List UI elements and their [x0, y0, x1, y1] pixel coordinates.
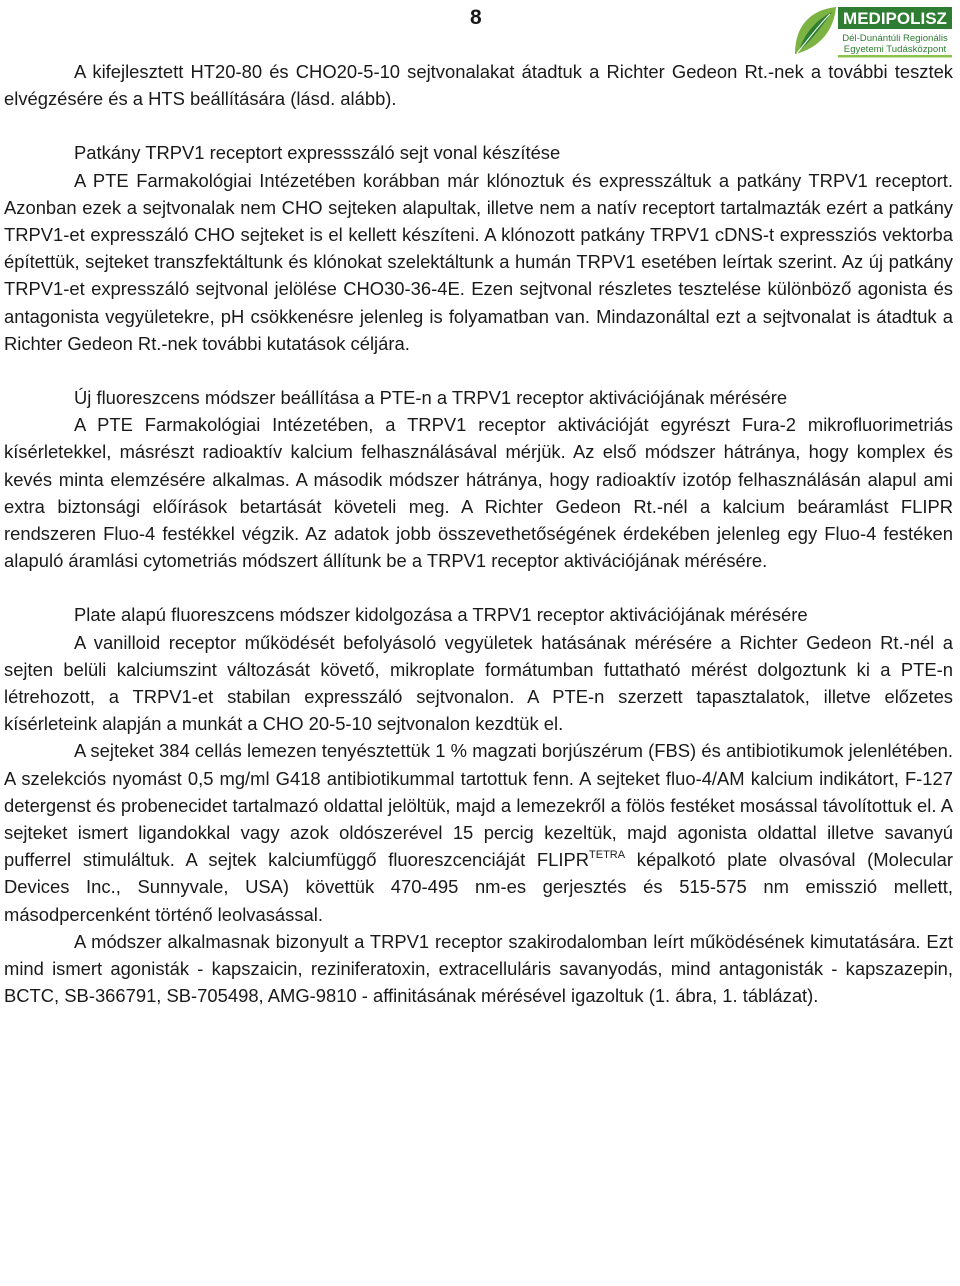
flipr-superscript: TETRA: [589, 849, 626, 862]
section-heading: Plate alapú fluoreszcens módszer kidolgozása a TRPV1 receptor aktivációjának mérésére: [74, 604, 808, 626]
logo-line2: Egyetemi Tudásközpont: [843, 44, 947, 55]
leaf-icon: [795, 7, 836, 54]
paragraph-text: A sejteket 384 cellás lemezen tenyésztettük 1 % magzati borjúszérum (FBS) és antibiotikumok jelenlétében. A szelekciós nyomást 0,5 mg/ml G418 antibiotikummal tartottuk fenn. A sejteket fluo-4/AM kalcium indikátort, F-127 detergenst és probenecidet tartalmazó oldattal jelöltük, majd a lemezekről a fölös festéket mosással távolítottuk el. A sejteket ismert ligandokkal vagy azok oldószerével 15 percig kezeltük, majd agonista oldattal illetve savanyú pufferrel stimuláltuk. A sejtek kalciumfüggő fluoreszcenciáját FLIPR: [4, 740, 953, 871]
document-body: [4, 58, 953, 1010]
paragraph: A kifejlesztett HT20-80 és CHO20-5-10 sejtvonalakat átadtuk a Richter Gedeon Rt.-nek a további tesztek elvégzésére és a HTS beállítására (lásd. alább).: [4, 61, 953, 110]
spacer: [4, 574, 953, 601]
logo-name: MEDIPOLISZ: [843, 9, 947, 28]
section-heading: Patkány TRPV1 receptort expressszáló sejt vonal készítése: [74, 142, 561, 164]
page-number: 8: [470, 6, 482, 29]
logo-line1: Dél-Dunántúli Regionális: [842, 33, 948, 44]
paragraph: A PTE Farmakológiai Intézetében korábban már klónoztuk és expresszáltuk a patkány TRPV1 receptort. Azonban ezek a sejtvonalak nem CHO sejteken alapultak, illetve nem a natív receptort tartalmazták ezért a patkány TRPV1-et expresszáló CHO sejteket is el kellett készíteni. A klónozott patkány TRPV1 cDNS-t expressziós vektorba építettük, sejteket transzfektáltunk és klónokat szelektáltunk a humán TRPV1 esetében leírtak szerint. Az új patkány TRPV1-et expresszáló sejtvonal jelölése CHO30-36-4E. Ezen sejtvonal részletes tesztelése különböző agonista és antagonista vegyületekre, pH csökkenésre jelenleg is folyamatban van. Mindazonáltal ezt a sejtvonalat is átadtuk a Richter Gedeon Rt.-nek további kutatások céljára.: [4, 169, 953, 354]
spacer: [4, 112, 953, 139]
paragraph-text: képalkotó plate olvasóval (Molecular Devices Inc., Sunnyvale, USA) követtük 470-495 nm-es gerjesztés és 515-575 nm emisszió mellett, másodpercenként történő leolvasással.: [4, 849, 953, 925]
section-heading: Új fluoreszcens módszer beállítása a PTE-n a TRPV1 receptor aktivációjának mérésére: [74, 387, 788, 409]
paragraph: [4, 737, 953, 927]
paragraph: A módszer alkalmasnak bizonyult a TRPV1 receptor szakirodalomban leírt működésének kimutatására. Ezt mind ismert agonisták - kapszaicin, reziniferatoxin, extracelluláris savanyodás, mind antagonisták - kapszazepin, BCTC, SB-366791, SB-705498, AMG-9810 - affinitásának mérésével igazoltuk (1. ábra, 1. táblázat).: [4, 930, 953, 1007]
spacer: [4, 357, 953, 384]
paragraph: A PTE Farmakológiai Intézetében, a TRPV1 receptor aktivációját egyrészt Fura-2 mikrofluorimetriás kísérletekkel, másrészt radioaktív kalcium felhasználásával mérjük. Az első módszer hátránya, hogy komplex és kevés minta elemzésére alkalmas. A második módszer hátránya, hogy radioaktív izotóp felhasználásán alapul ami extra biztonsági előírások betartását követeli meg. A Richter Gedeon Rt.-nél a kalcium beáramlást FLIPR rendszeren Fluo-4 festékkel végzik. Az adatok jobb összevethetőségének érdekében jelenleg egy Fluo-4 festéken alapuló áramlási cytometriás módszert állítunk be a TRPV1 receptor aktivációjának mérésére.: [4, 414, 953, 572]
paragraph: A vanilloid receptor működését befolyásoló vegyületek hatásának mérésére a Richter Gedeon Rt.-nél a sejten belüli kalciumszint változását követő, mikroplate formátumban futtatható mérést dolgoztunk ki a PTE-n létrehozott, a TRPV1-et stabilan expresszáló sejtvonalon. A PTE-n szerzett tapasztalatok, illetve előzetes kísérleteink alapján a munkát a CHO 20-5-10 sejtvonalon kezdtük el.: [4, 631, 953, 735]
medipolisz-logo: [792, 4, 954, 58]
